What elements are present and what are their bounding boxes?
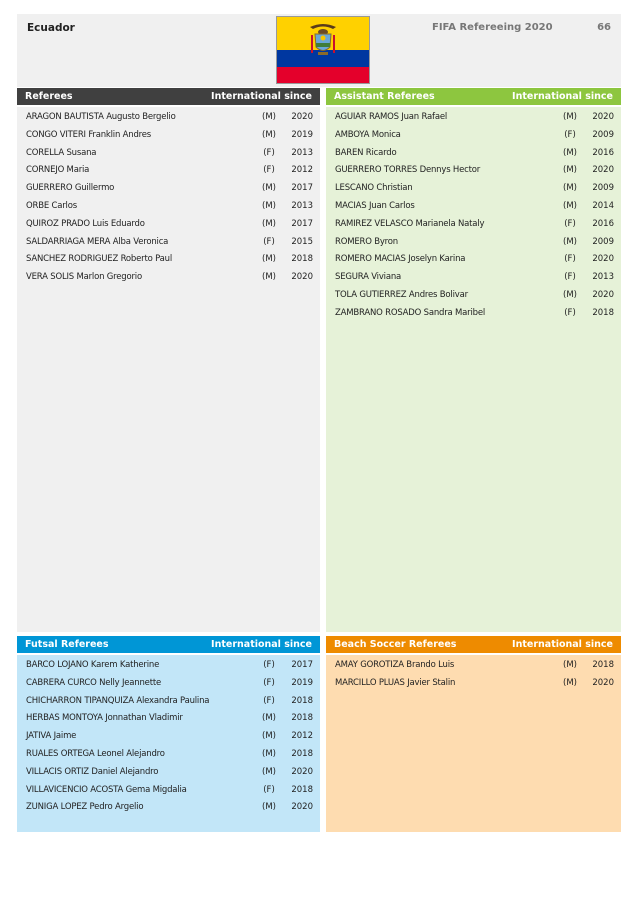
gender: (M) <box>262 748 276 759</box>
list-item <box>17 127 320 145</box>
official-name: GUERRERO TORRES Dennys Hector <box>335 165 481 176</box>
gender: (M) <box>563 165 577 176</box>
official-name: AGUIAR RAMOS Juan Rafael <box>335 112 448 122</box>
international-since-year: 2012 <box>291 165 313 176</box>
international-since-year: 2018 <box>592 660 614 670</box>
page-header <box>17 14 621 87</box>
list-item <box>326 657 621 675</box>
list-item <box>326 234 621 252</box>
international-since-year: 2020 <box>291 802 313 813</box>
gender: (F) <box>564 307 576 318</box>
ecuador-flag-icon <box>276 16 370 84</box>
international-since-year: 2017 <box>291 183 313 194</box>
international-since-year: 2019 <box>291 129 313 140</box>
official-name: SANCHEZ RODRIGUEZ Roberto Paul <box>26 254 172 265</box>
list-item <box>17 216 320 234</box>
official-name: AMAY GOROTIZA Brando Luis <box>335 660 455 670</box>
panel-title: Futsal Referees <box>25 639 109 650</box>
official-name: CONGO VITERI Franklin Andres <box>26 129 152 140</box>
referees-panel <box>17 88 320 632</box>
gender: (M) <box>563 200 577 211</box>
futsal-referees-panel <box>17 636 320 832</box>
gender: (F) <box>263 147 275 158</box>
official-name: MACIAS Juan Carlos <box>335 200 415 211</box>
gender: (F) <box>263 660 275 670</box>
gender: (M) <box>262 183 276 194</box>
gender: (M) <box>563 677 577 688</box>
official-name: VILLAVICENCIO ACOSTA Gema Migdalia <box>26 784 187 795</box>
gender: (M) <box>563 112 577 122</box>
gender: (F) <box>564 218 576 229</box>
gender: (M) <box>563 183 577 194</box>
international-since-year: 2016 <box>592 218 614 229</box>
gender: (M) <box>262 272 276 283</box>
referees-header <box>17 88 320 105</box>
assistant-referees-header <box>326 88 621 105</box>
official-name: ORBE Carlos <box>26 200 77 211</box>
gender: (F) <box>263 695 275 706</box>
gender: (M) <box>262 713 276 724</box>
gender: (M) <box>563 147 577 158</box>
gender: (F) <box>263 236 275 247</box>
official-name: CORNEJO Maria <box>26 165 90 176</box>
since-label: International since <box>211 91 312 102</box>
list-item <box>326 216 621 234</box>
official-name: SALDARRIAGA MERA Alba Veronica <box>26 236 169 247</box>
official-name: ROMERO MACIAS Joselyn Karina <box>335 254 466 265</box>
coat-of-arms-icon <box>308 23 338 57</box>
since-label: International since <box>512 91 613 102</box>
list-item <box>326 675 621 693</box>
list-item <box>17 782 320 800</box>
official-name: ARAGON BAUTISTA Augusto Bergelio <box>26 112 176 122</box>
gender: (M) <box>262 802 276 813</box>
gender: (M) <box>262 129 276 140</box>
official-name: LESCANO Christian <box>335 183 413 194</box>
international-since-year: 2012 <box>291 731 313 742</box>
international-since-year: 2018 <box>592 307 614 318</box>
panel-title: Beach Soccer Referees <box>334 639 457 650</box>
official-name: ROMERO Byron <box>335 236 398 247</box>
page-number: 66 <box>597 22 611 33</box>
list-item <box>17 198 320 216</box>
assistant-referees-list <box>326 107 621 323</box>
official-name: ZUNIGA LOPEZ Pedro Argelio <box>26 802 144 813</box>
panel-title: Referees <box>25 91 73 102</box>
official-name: AMBOYA Monica <box>335 129 401 140</box>
since-label: International since <box>211 639 312 650</box>
list-item <box>17 269 320 287</box>
official-name: RAMIREZ VELASCO Marianela Nataly <box>335 218 485 229</box>
official-name: SEGURA Viviana <box>335 272 402 283</box>
official-name: BAREN Ricardo <box>335 147 397 158</box>
gender: (M) <box>262 731 276 742</box>
list-item <box>326 287 621 305</box>
gender: (M) <box>563 236 577 247</box>
international-since-year: 2013 <box>592 272 614 283</box>
international-since-year: 2018 <box>291 254 313 265</box>
international-since-year: 2018 <box>291 695 313 706</box>
list-item <box>17 675 320 693</box>
list-item <box>326 162 621 180</box>
official-name: HERBAS MONTOYA Jonnathan Vladimir <box>26 713 183 724</box>
gender: (M) <box>262 112 276 122</box>
document-title: FIFA Refereeing 2020 <box>432 22 553 33</box>
international-since-year: 2014 <box>592 200 614 211</box>
gender: (M) <box>262 766 276 777</box>
list-item <box>326 127 621 145</box>
international-since-year: 2009 <box>592 183 614 194</box>
international-since-year: 2013 <box>291 147 313 158</box>
gender: (M) <box>563 660 577 670</box>
official-name: CHICHARRON TIPANQUIZA Alexandra Paulina <box>26 695 210 706</box>
official-name: JATIVA Jaime <box>26 731 77 742</box>
international-since-year: 2020 <box>592 677 614 688</box>
assistant-referees-panel <box>326 88 621 632</box>
beach-soccer-referees-header <box>326 636 621 653</box>
international-since-year: 2018 <box>291 713 313 724</box>
international-since-year: 2020 <box>592 112 614 122</box>
international-since-year: 2020 <box>592 254 614 265</box>
list-item <box>17 693 320 711</box>
list-item <box>17 145 320 163</box>
gender: (M) <box>262 218 276 229</box>
official-name: RUALES ORTEGA Leonel Alejandro <box>26 748 165 759</box>
list-item <box>17 799 320 817</box>
list-item <box>17 728 320 746</box>
international-since-year: 2020 <box>592 289 614 300</box>
international-since-year: 2018 <box>291 784 313 795</box>
gender: (F) <box>564 129 576 140</box>
gender: (M) <box>262 200 276 211</box>
list-item <box>17 746 320 764</box>
gender: (F) <box>263 165 275 176</box>
list-item <box>326 305 621 323</box>
international-since-year: 2016 <box>592 147 614 158</box>
international-since-year: 2009 <box>592 236 614 247</box>
futsal-referees-header <box>17 636 320 653</box>
gender: (F) <box>263 784 275 795</box>
international-since-year: 2020 <box>291 766 313 777</box>
gender: (M) <box>563 289 577 300</box>
list-item <box>17 657 320 675</box>
official-name: TOLA GUTIERREZ Andres Bolivar <box>335 289 468 300</box>
panel-title: Assistant Referees <box>334 91 435 102</box>
list-item <box>17 180 320 198</box>
official-name: GUERRERO Guillermo <box>26 183 115 194</box>
international-since-year: 2019 <box>291 677 313 688</box>
official-name: BARCO LOJANO Karem Katherine <box>26 660 160 670</box>
list-item <box>326 145 621 163</box>
official-name: ZAMBRANO ROSADO Sandra Maribel <box>335 307 486 318</box>
gender: (F) <box>263 677 275 688</box>
official-name: VERA SOLIS Marlon Gregorio <box>26 272 142 283</box>
list-item <box>326 251 621 269</box>
list-item <box>326 109 621 127</box>
list-item <box>17 234 320 252</box>
official-name: CABRERA CURCO Nelly Jeannette <box>26 677 161 688</box>
official-name: VILLACIS ORTIZ Daniel Alejandro <box>26 766 159 777</box>
list-item <box>17 162 320 180</box>
international-since-year: 2017 <box>291 660 313 670</box>
list-item <box>17 251 320 269</box>
international-since-year: 2018 <box>291 748 313 759</box>
beach-soccer-referees-list <box>326 655 621 693</box>
list-item <box>326 180 621 198</box>
list-item <box>17 710 320 728</box>
official-name: QUIROZ PRADO Luis Eduardo <box>26 218 145 229</box>
gender: (M) <box>262 254 276 265</box>
international-since-year: 2020 <box>291 272 313 283</box>
gender: (F) <box>564 272 576 283</box>
list-item <box>17 764 320 782</box>
since-label: International since <box>512 639 613 650</box>
list-item <box>326 269 621 287</box>
referees-list <box>17 107 320 287</box>
international-since-year: 2017 <box>291 218 313 229</box>
futsal-referees-list <box>17 655 320 817</box>
official-name: CORELLA Susana <box>26 147 97 158</box>
gender: (F) <box>564 254 576 265</box>
international-since-year: 2020 <box>592 165 614 176</box>
official-name: MARCILLO PLUAS Javier Stalin <box>335 677 456 688</box>
international-since-year: 2015 <box>291 236 313 247</box>
international-since-year: 2020 <box>291 112 313 122</box>
list-item <box>326 198 621 216</box>
beach-soccer-referees-panel <box>326 636 621 832</box>
international-since-year: 2009 <box>592 129 614 140</box>
country-name: Ecuador <box>27 22 75 34</box>
international-since-year: 2013 <box>291 200 313 211</box>
list-item <box>17 109 320 127</box>
